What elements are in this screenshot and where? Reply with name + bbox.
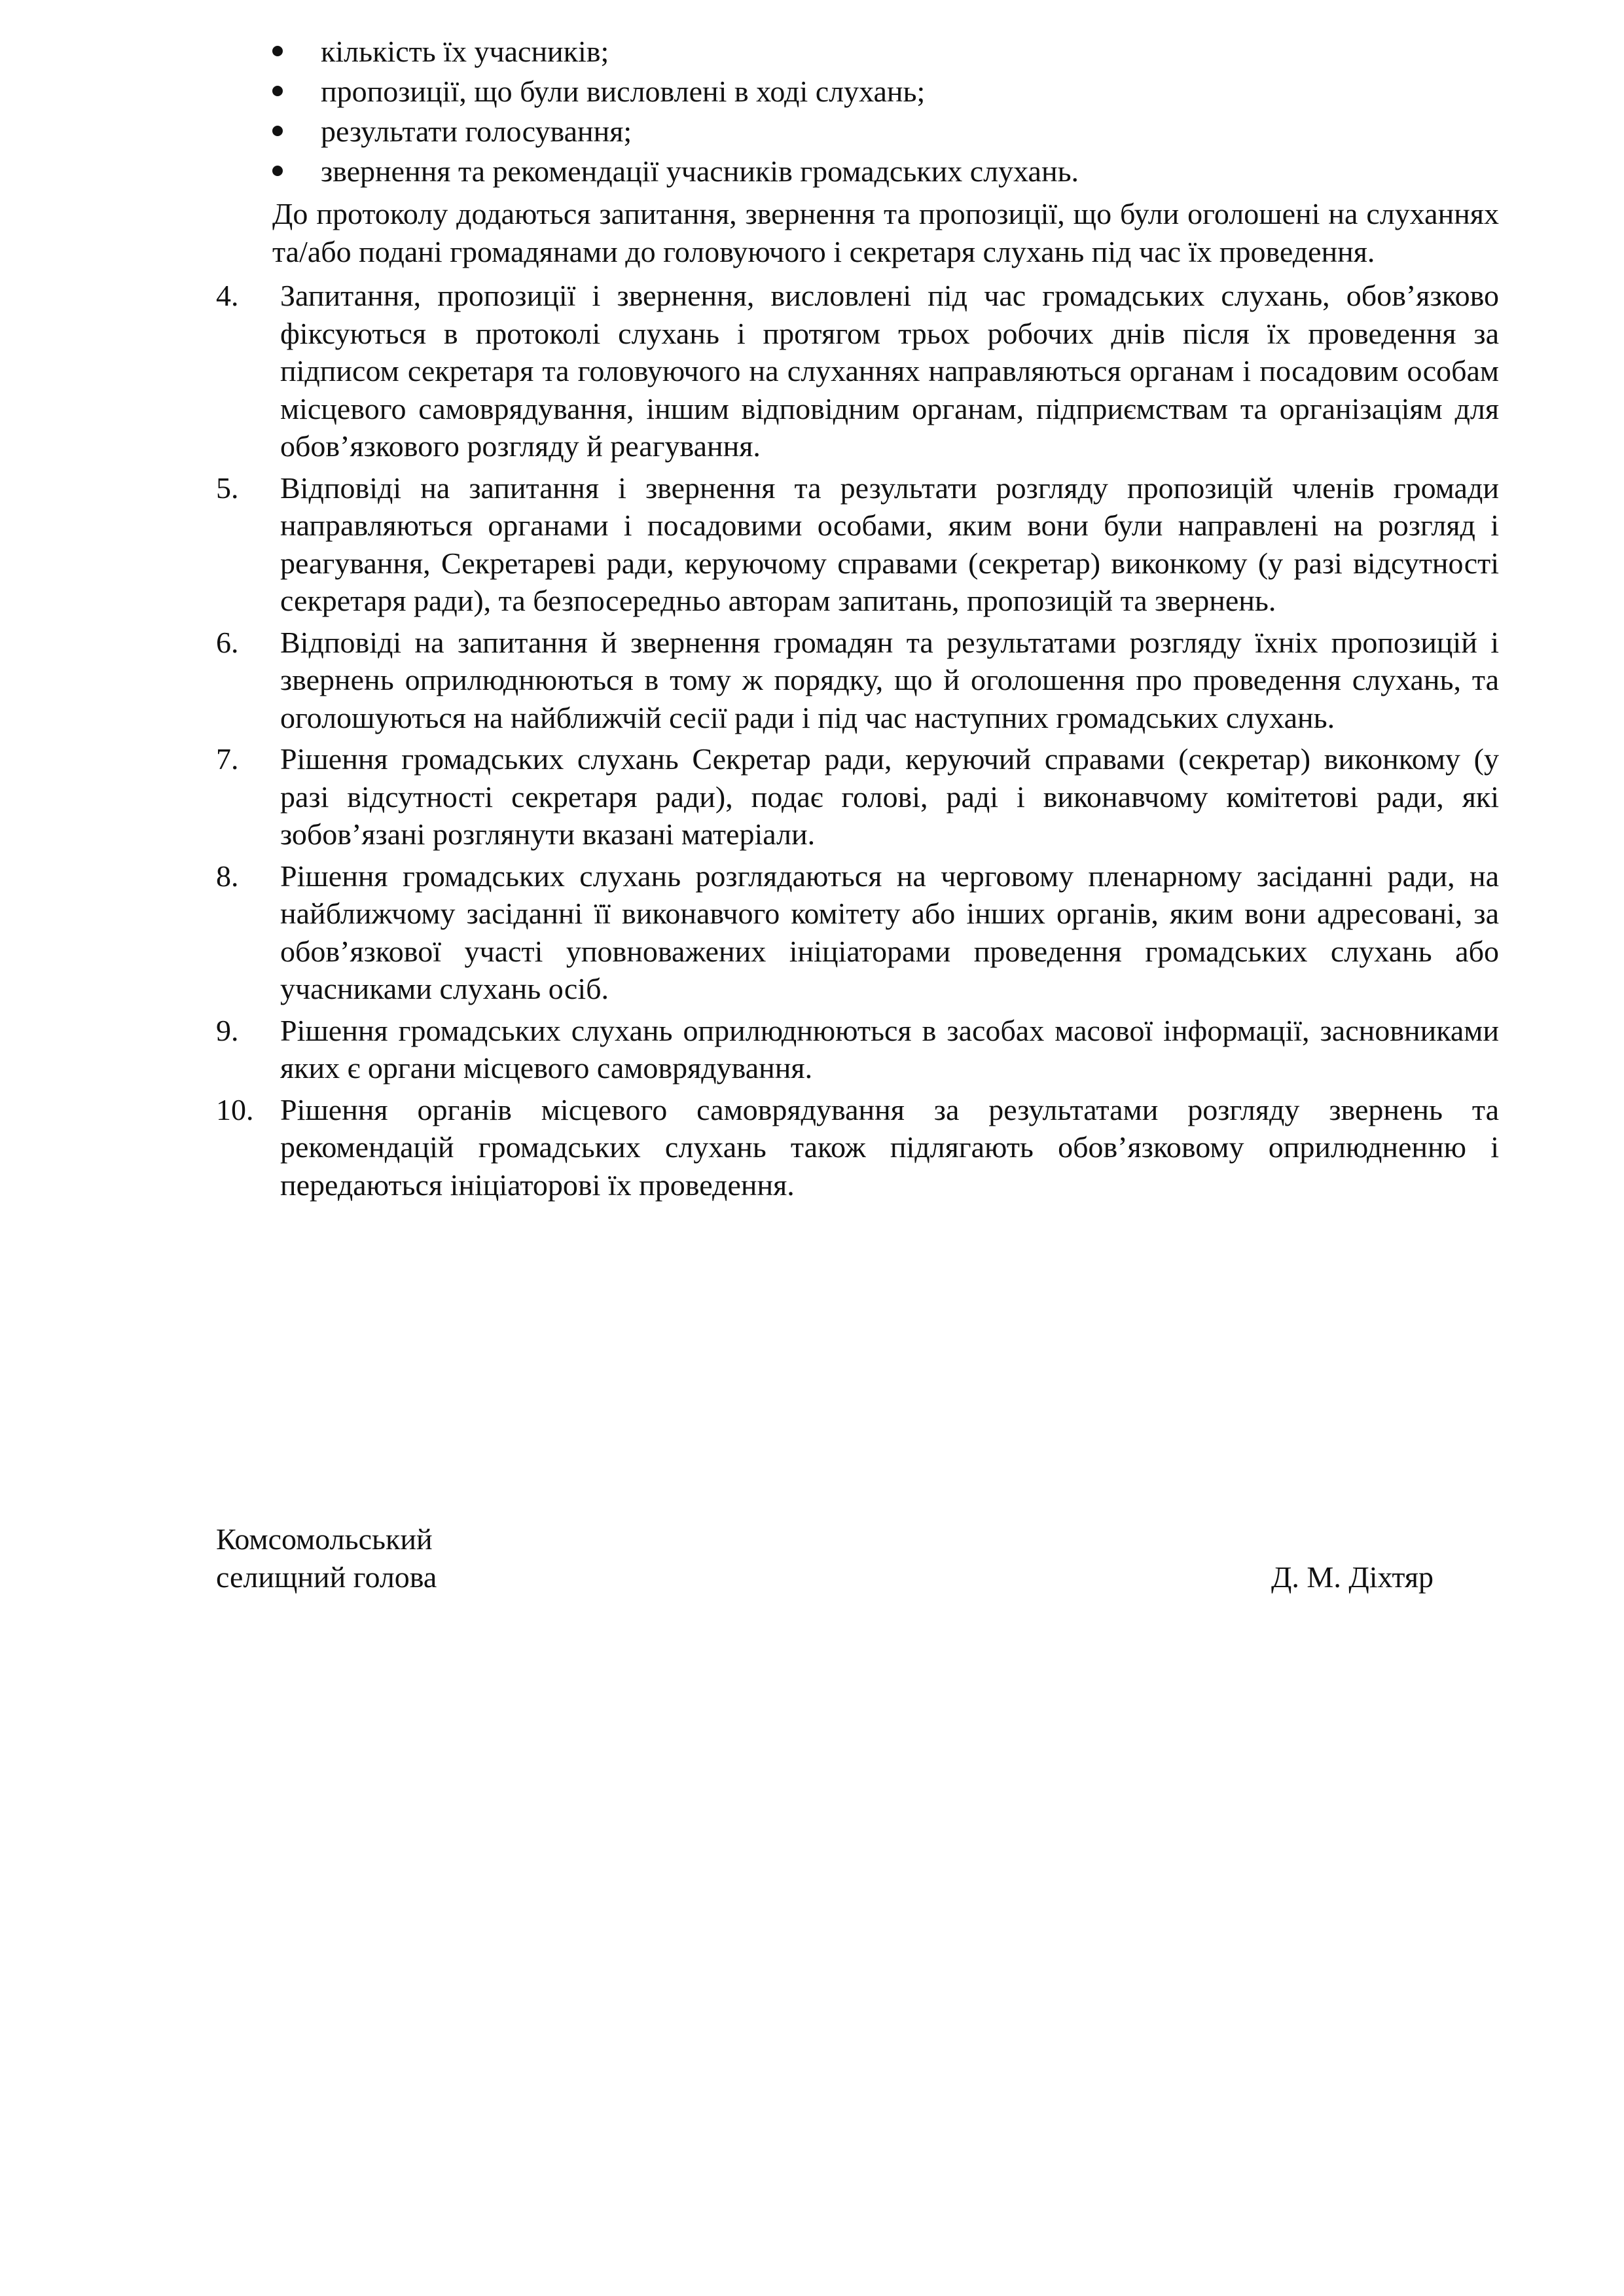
provision-number: 6. [216,625,239,659]
provision-number: 8. [216,859,239,893]
provision-text: Запитання, пропозиції і звернення, висловлені під час громадських слухань, обов’язково фіксуються в протоколі слухань і протягом трьох робочих днів після їх проведення за підписом секретаря та головуючого на слуханнях направляються органам і посадовим особам місцевого самоврядування, іншим відповідним органам, підприємствам та організаціям для обов’язкового розгляду й реагування. [280,279,1499,463]
list-item [216,71,1499,111]
numbered-provisions-list [216,277,1499,1204]
provision-text: Відповіді на запитання і звернення та результати розгляду пропозицій членів громади направляються органами і посадовими особами, яким вони були направлені на розгляд і реагування, Секретареві ради, керуючому справами (секретар) виконкому (у разі відсутності секретаря ради), та безпосередньо авторам запитань, пропозицій та звернень. [280,471,1499,617]
signatory-title-line2: селищний голова [216,1560,437,1594]
document-body [216,31,1499,1208]
list-item-text: звернення та рекомендації учасників громадських слухань. [321,154,1079,188]
provision-text: Відповіді на запитання й звернення громадян та результатами розгляду їхніх пропозицій і звернень оприлюднюються в тому ж порядку, що й оголошення про проведення слухань, та оголошуються на найближчій сесії ради і під час наступних громадських слухань. [280,625,1499,734]
provision-number: 7. [216,742,239,776]
provision-item [216,857,1499,1008]
list-item-text: пропозиції, що були висловлені в ході слухань; [321,75,926,108]
provision-number: 9. [216,1013,239,1047]
bullet-icon [272,166,283,176]
provision-item [216,740,1499,853]
signatory-name: Д. М. Діхтяр [1271,1560,1434,1594]
list-item [216,151,1499,191]
signature-block [216,1520,1434,1596]
list-item-text: результати голосування; [321,115,632,148]
bullet-icon [272,86,283,96]
bullet-icon [272,46,283,56]
provision-item [216,624,1499,737]
provision-number: 5. [216,471,239,505]
provision-text: Рішення громадських слухань розглядаються на черговому пленарному засіданні ради, на найближчому засіданні її виконавчого комітету або інших органів, яким вони адресовані, за обов’язкової участі уповноважених ініціаторами проведення громадських слухань або учасниками слухань осіб. [280,859,1499,1005]
provision-number: 4. [216,279,239,312]
protocol-contents-list [216,31,1499,191]
list-item [216,31,1499,71]
list-item [216,111,1499,151]
provision-text: Рішення органів місцевого самоврядування за результатами розгляду звернень та рекомендацій громадських слухань також підлягають обов’язковому оприлюдненню і передаються ініціаторові їх проведення. [280,1092,1499,1202]
provision-number: 10. [216,1092,254,1126]
list-item-text: кількість їх учасників; [321,35,609,68]
provision-item [216,469,1499,620]
provision-item [216,277,1499,465]
signatory-title-line1: Комсомольський [216,1522,433,1556]
provision-text: Рішення громадських слухань Секретар ради, керуючий справами (секретар) виконкому (у разі відсутності секретаря ради), подає голові, раді і виконавчому комітетові ради, які зобов’язані розглянути вказані матеріали. [280,742,1499,851]
bullet-icon [272,126,283,136]
provision-text: Рішення громадських слухань оприлюднюються в засобах масової інформації, засновниками яких є органи місцевого самоврядування. [280,1013,1499,1085]
provision-item [216,1091,1499,1204]
provision-item [216,1012,1499,1087]
protocol-attachments-paragraph: До протоколу додаються запитання, звернення та пропозиції, що були оголошені на слуханнях та/або подані громадянами до головуючого і секретаря слухань під час їх проведення. [272,197,1499,268]
